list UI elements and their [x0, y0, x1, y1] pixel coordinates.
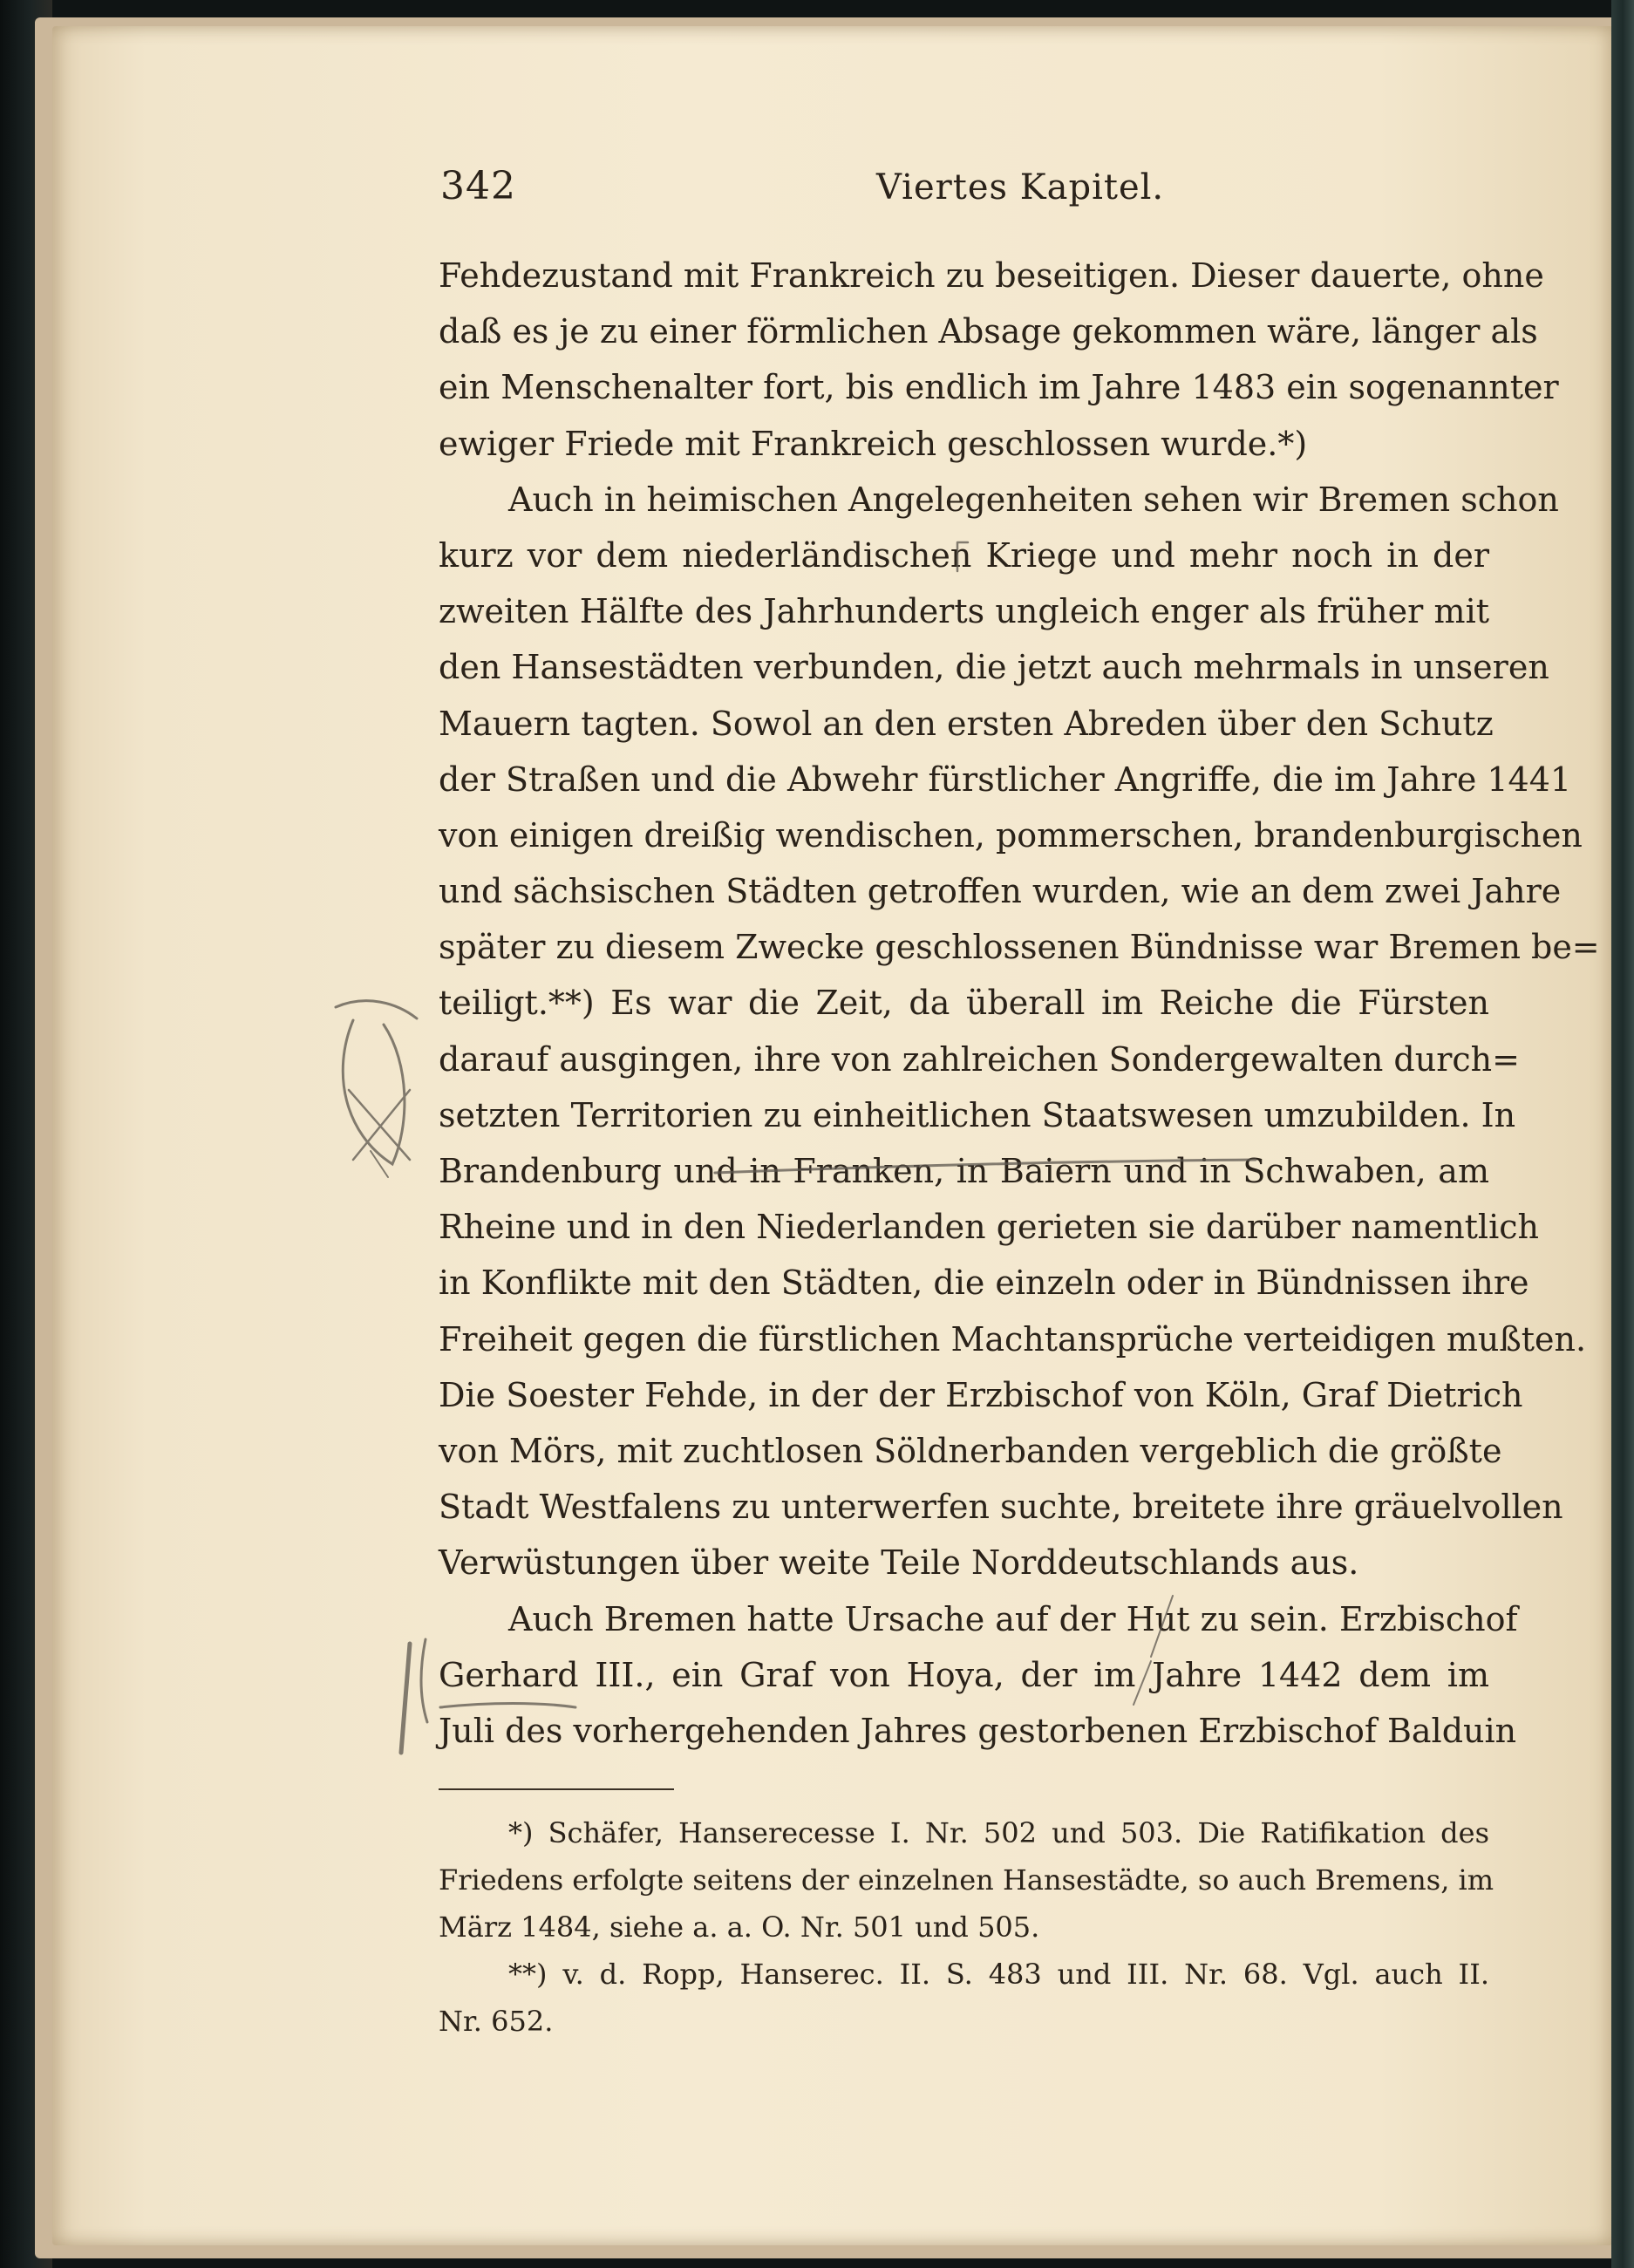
text-line: Brandenburg und in Franken, in Baiern und in Schwaben, am — [439, 1152, 1489, 1190]
footnote-line: *) Schäfer, Hanserecesse I. Nr. 502 und 503. Die Ratifikation des — [508, 1816, 1489, 1849]
text-line: und sächsischen Städten getroffen wurden, wie an dem zwei Jahre — [439, 872, 1562, 911]
text-line: Die Soester Fehde, in der der Erzbischof von Köln, Graf Dietrich — [439, 1375, 1523, 1414]
footnote-line: Friedens erfolgte seitens der einzelnen Hansestädte, so auch Bremens, im — [439, 1863, 1494, 1897]
text-line: ewiger Friede mit Frankreich geschlossen wurde.*) — [439, 424, 1308, 463]
text-line: in Konflikte mit den Städten, die einzeln oder in Bündnissen ihre — [439, 1263, 1529, 1303]
text-line: ein Menschenalter fort, bis endlich im Jahre 1483 ein sogenannter — [439, 368, 1559, 407]
running-head: Viertes Kapitel. — [876, 167, 1165, 208]
text-line: von einigen dreißig wendischen, pommerschen, brandenburgischen — [439, 815, 1583, 855]
text-line: Auch Bremen hatte Ursache auf der Hut zu sein. Erzbischof — [508, 1599, 1518, 1638]
text-line: Freiheit gegen die fürstlichen Machtansprüche verteidigen mußten. — [439, 1319, 1587, 1359]
book-spine-edge — [1611, 0, 1634, 2268]
footnote-line: **) v. d. Ropp, Hanserec. II. S. 483 und III. Nr. 68. Vgl. auch II. — [508, 1958, 1489, 1991]
page-header — [440, 164, 1469, 216]
text-line: Verwüstungen über weite Teile Norddeutschlands aus. — [439, 1543, 1359, 1583]
text-line: setzten Territorien zu einheitlichen Staatswesen umzubilden. In — [439, 1095, 1516, 1134]
text-line: Stadt Westfalens zu unterwerfen suchte, breitete ihre gräuelvollen — [439, 1488, 1563, 1527]
text-line: kurz vor dem niederländischen Kriege und mehr noch in der — [439, 535, 1489, 575]
text-line: Rheine und in den Niederlanden gerieten sie darüber namentlich — [439, 1208, 1539, 1247]
text-line: teiligt.**) Es war die Zeit, da überall im Reiche die Fürsten — [439, 984, 1489, 1023]
text-line: später zu diesem Zwecke geschlossenen Bündnisse war Bremen be= — [439, 928, 1600, 967]
text-line: Juli des vorhergehenden Jahres gestorbenen Erzbischof Balduin — [439, 1711, 1517, 1750]
text-line: Fehdezustand mit Frankreich zu beseitigen. Dieser dauerte, ohne — [439, 256, 1544, 295]
text-line: den Hansestädten verbunden, die jetzt auch mehrmals in unseren — [439, 648, 1549, 687]
footnotes — [439, 1809, 1494, 2045]
footnote-line: März 1484, siehe a. a. O. Nr. 501 und 505. — [439, 1910, 1040, 1944]
text-line: darauf ausgingen, ihre von zahlreichen Sondergewalten durch= — [439, 1039, 1520, 1079]
text-line: zweiten Hälfte des Jahrhunderts ungleich enger als früher mit — [439, 592, 1489, 631]
footnote-divider — [439, 1788, 674, 1790]
text-line: Gerhard III., ein Graf von Hoya, der im Jahre 1442 dem im — [439, 1655, 1489, 1694]
text-line: Mauern tagten. Sowol an den ersten Abreden über den Schutz — [439, 704, 1494, 743]
text-line: daß es je zu einer förmlichen Absage gekommen wäre, länger als — [439, 312, 1538, 351]
text-line: der Straßen und die Abwehr fürstlicher Angriffe, die im Jahre 1441 — [439, 759, 1572, 799]
page-number: 342 — [440, 164, 516, 208]
body-text — [439, 248, 1600, 1759]
text-line: Auch in heimischen Angelegenheiten sehen wir Bremen schon — [508, 480, 1559, 519]
text-line: von Mörs, mit zuchtlosen Söldnerbanden vergeblich die größte — [439, 1431, 1502, 1470]
footnote-line: Nr. 652. — [439, 2005, 554, 2038]
